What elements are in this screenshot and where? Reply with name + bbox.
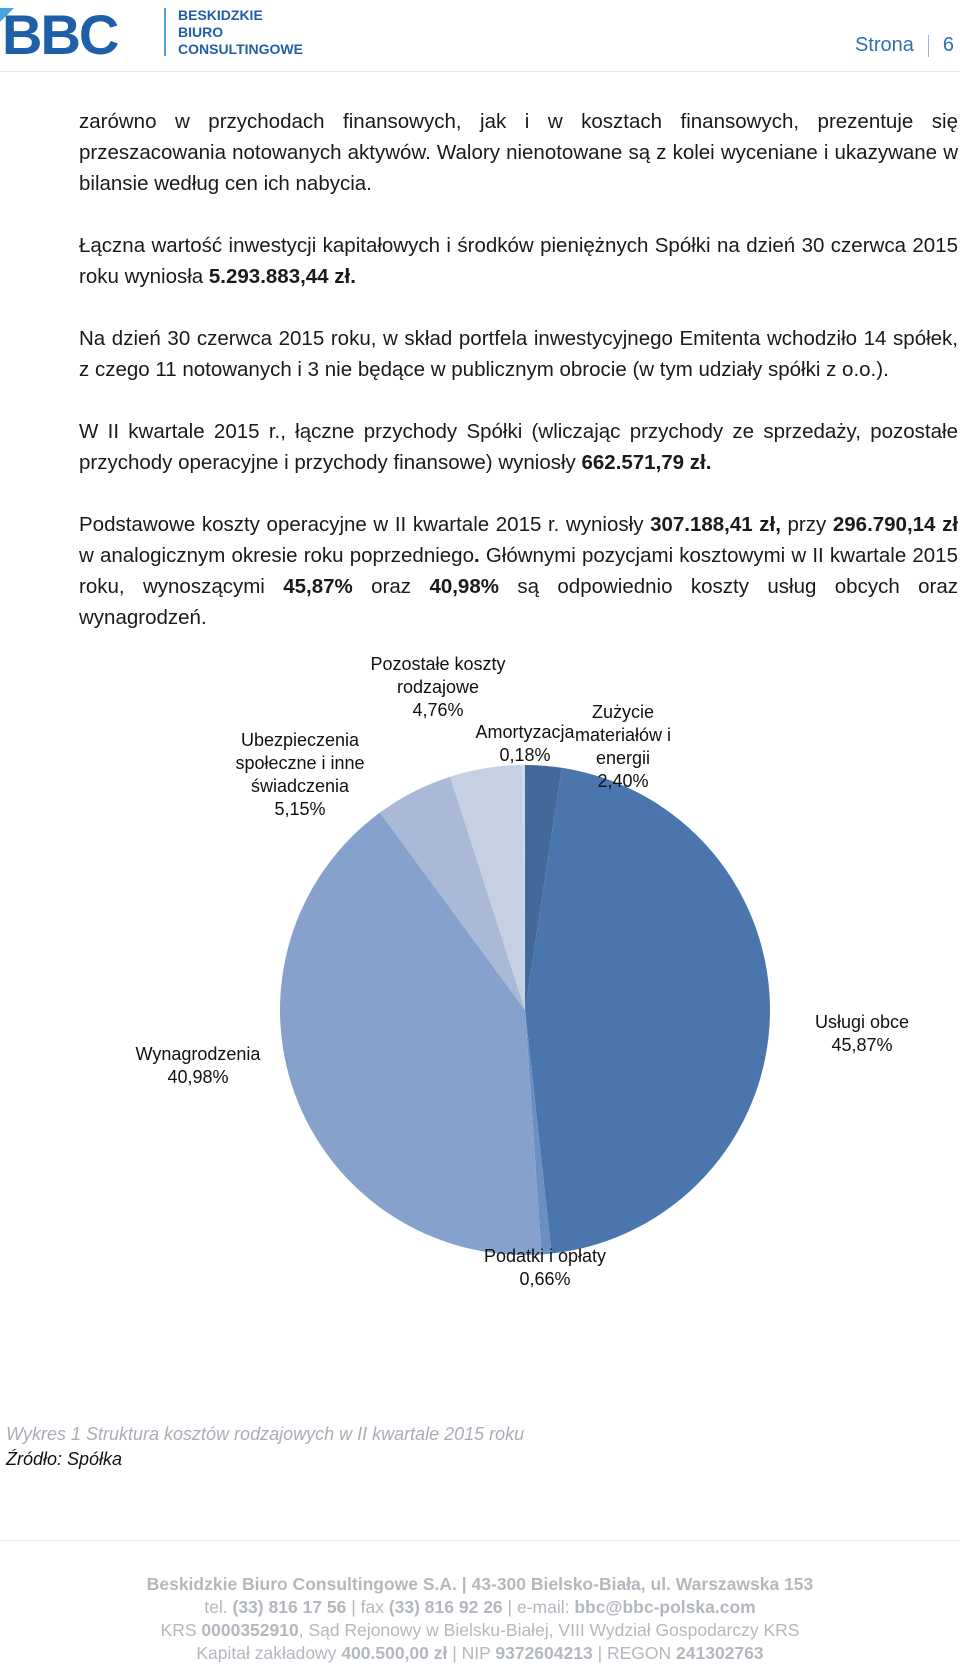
logo-mark: BBC [2, 3, 118, 66]
revenue-value: 662.571,79 zł. [581, 451, 712, 474]
footer-company: Beskidzkie Biuro Consultingowe S.A. | 43-300 Bielsko-Biała, ul. Warszawska 153 [146, 1574, 814, 1594]
cost-structure-pie-chart [0, 654, 960, 1372]
external-services-share: 45,87% [283, 575, 353, 598]
page-number: 6 [942, 34, 954, 56]
paragraph-4: W II kwartale 2015 r., łączne przychody Spółki (wliczając przychody ze sprzedaży, pozostałe przychody operacyjne i przychody finansowe) wyniosły 662.571,79 zł. [79, 420, 958, 474]
page-label: Strona [854, 34, 914, 56]
slice-label: Usługi obce 45,87% [814, 1012, 910, 1055]
page-footer [0, 1540, 960, 1665]
costs-2015-value: 307.188,41 zł, [650, 513, 781, 536]
page-separator [928, 35, 929, 57]
page-indicator [855, 34, 954, 57]
footer-krs: KRS 0000352910, Sąd Rejonowy w Bielsku-Białej, VIII Wydział Gospodarczy KRS [160, 1620, 800, 1640]
salaries-share: 40,98% [429, 575, 499, 598]
slice-label: Podatki i opłaty 0,66% [483, 1246, 607, 1289]
footer-email[interactable]: bbc@bbc-polska.com [574, 1597, 756, 1617]
slice-label: Pozostałe koszty rodzajowe 4,76% [370, 654, 506, 720]
costs-2014-value: 296.790,14 zł [832, 513, 959, 536]
paragraph-3: Na dzień 30 czerwca 2015 roku, w skład portfela inwestycyjnego Emitenta wchodziło 14 spółek, z czego 11 notowanych i 3 nie będące w publicznym obrocie (w tym udziały spółki z o.o.). [79, 327, 958, 381]
chart-source: Źródło: Spółka [6, 1449, 123, 1469]
slice-label: Zużycie materiałów i energii 2,40% [574, 702, 672, 791]
paragraph-1: zarówno w przychodach finansowych, jak i w kosztach finansowych, prezentuje się przeszacowania notowanych aktywów. Walory nienotowane są z kolei wyceniane i ukazywane w bilansie według cen ich nabycia. [79, 110, 958, 195]
footer-contact: tel. (33) 816 17 56 | fax (33) 816 92 26 | e-mail: bbc@bbc-polska.com [204, 1597, 756, 1617]
page-header [0, 0, 960, 72]
slice-label: Ubezpieczenia społeczne i inne świadczenia 5,15% [235, 730, 365, 819]
bbc-logo [0, 2, 320, 66]
logo-line-2: BIURO [178, 24, 224, 40]
footer-capital: Kapitał zakładowy 400.500,00 zł | NIP 9372604213 | REGON 241302763 [196, 1643, 764, 1663]
logo-line-3: CONSULTINGOWE [178, 41, 303, 57]
chart-caption: Wykres 1 Struktura kosztów rodzajowych w II kwartale 2015 roku [6, 1424, 525, 1444]
investments-value: 5.293.883,44 zł. [208, 265, 356, 288]
logo-line-1: BESKIDZKIE [178, 7, 263, 23]
pie-slice [525, 768, 770, 1254]
slice-label: Wynagrodzenia 40,98% [135, 1044, 261, 1087]
slice-label: Amortyzacja 0,18% [475, 722, 575, 765]
paragraph-2: Łączna wartość inwestycji kapitałowych i środków pieniężnych Spółki na dzień 30 czerwca 2015 roku wyniosła 5.293.883,44 zł. [79, 234, 958, 288]
body-text [79, 106, 958, 664]
paragraph-5: Podstawowe koszty operacyjne w II kwartale 2015 r. wyniosły 307.188,41 zł, przy 296.790,14 zł w analogicznym okresie roku poprzedniego. Głównymi pozycjami kosztowymi w II kwartale 2015 roku, wynoszącymi 45,87% oraz 40,98% są odpowiednio koszty usług obcych oraz wynagrodzeń. [79, 513, 959, 629]
